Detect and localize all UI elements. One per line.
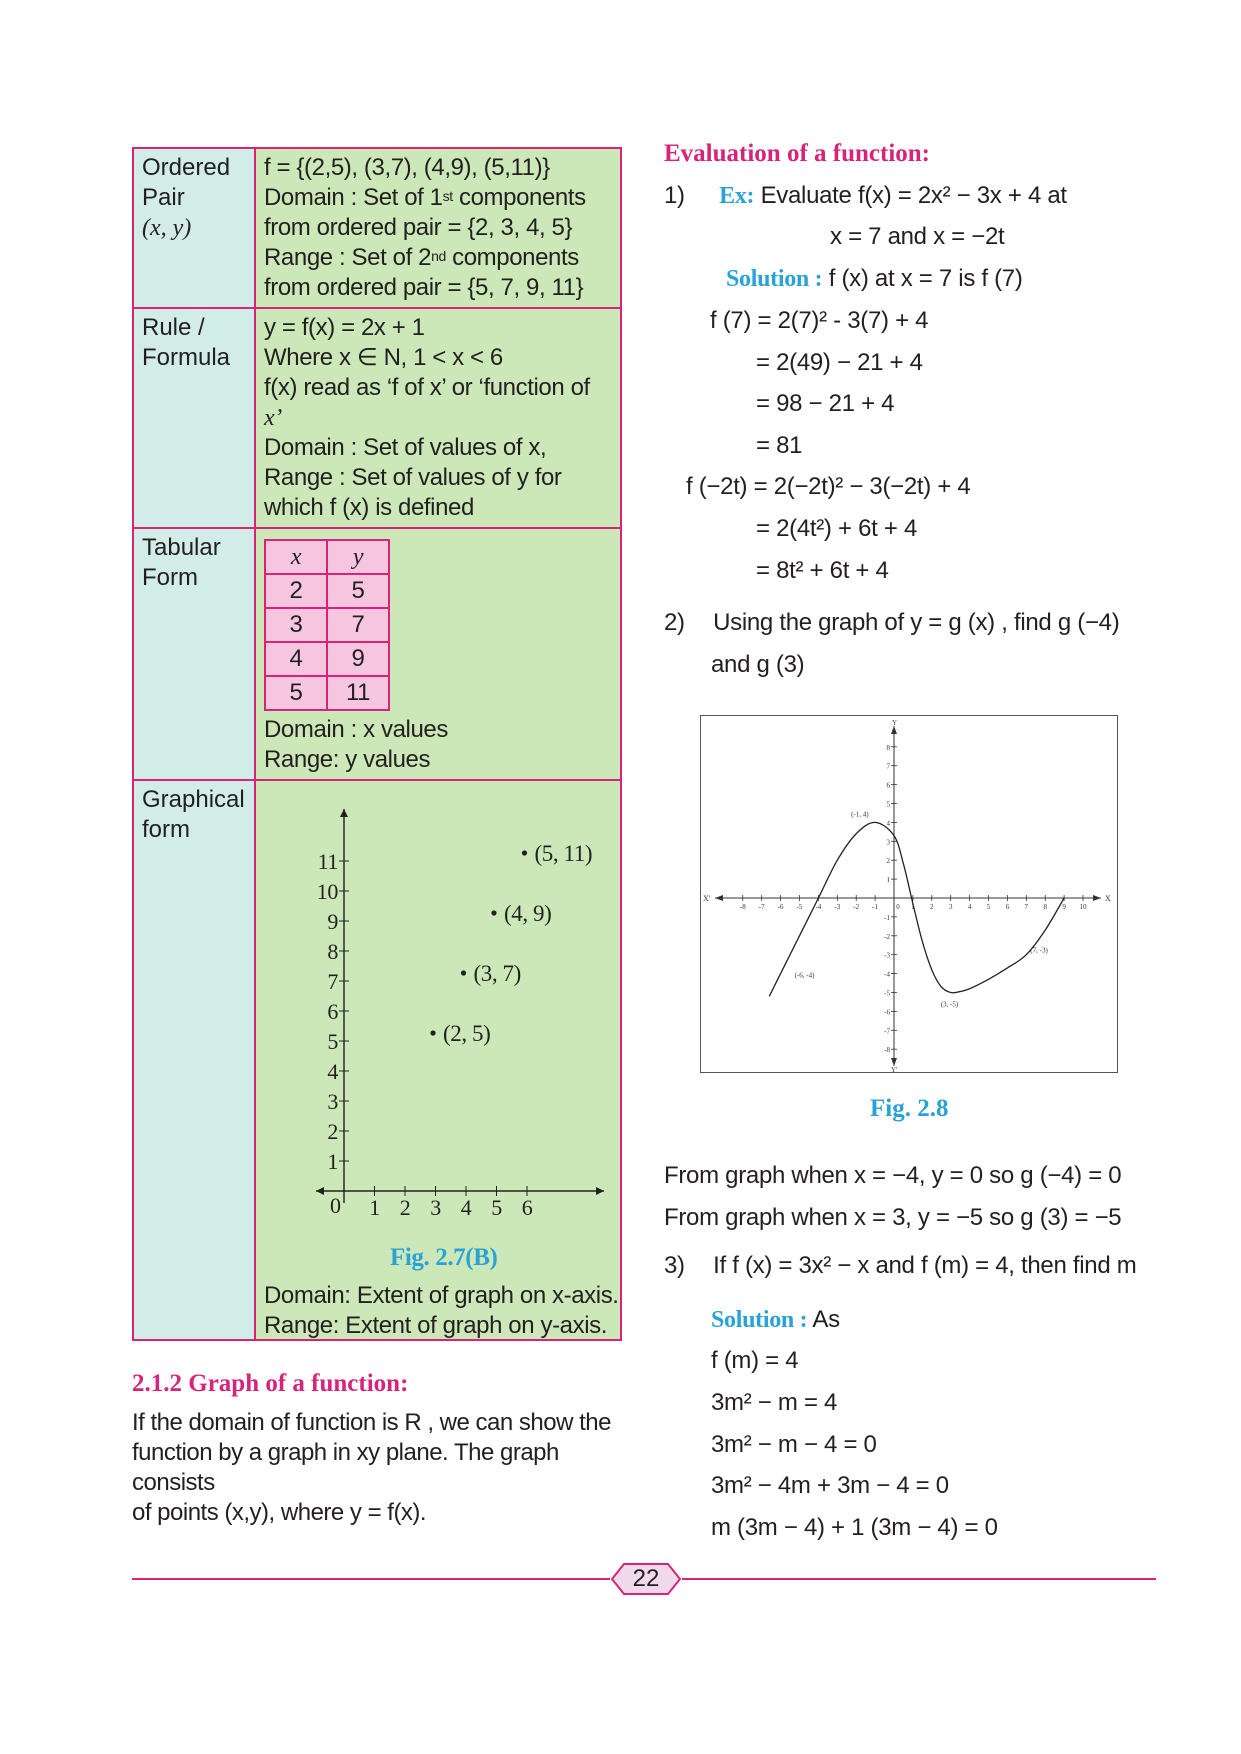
ex3-step: 3m² − m = 4 xyxy=(711,1389,838,1416)
ex3-step: f (m) = 4 xyxy=(711,1347,799,1374)
point-label: (2, 5) xyxy=(443,1021,491,1046)
cell-y: 9 xyxy=(327,642,389,676)
ex1-line2: x = 7 and x = −2t xyxy=(830,223,1005,250)
y-tick-label: -2 xyxy=(884,932,890,941)
header-x: x xyxy=(265,540,327,574)
y-axis-neg-label: Y' xyxy=(891,1066,898,1072)
rule-line: Where x ∈ N, 1 < x < 6 xyxy=(264,344,503,371)
y-tick-label: 1 xyxy=(327,1149,338,1174)
ex3-step: m (3m − 4) + 1 (3m − 4) = 0 xyxy=(711,1514,998,1541)
y-tick-label: 9 xyxy=(327,909,338,934)
x-tick-label: -5 xyxy=(796,903,803,911)
row-rule xyxy=(133,308,621,528)
y-tick-label: 6 xyxy=(327,999,338,1024)
ex2-number: 2) xyxy=(664,609,685,636)
x-axis-arrow-left-icon xyxy=(316,1187,324,1195)
tabular-content xyxy=(255,528,621,780)
ex3-step: 3m² − 4m + 3m − 4 = 0 xyxy=(711,1472,949,1499)
mini-header-row xyxy=(265,540,389,574)
point-annotation: (-6, -4) xyxy=(794,971,815,980)
x-axis-arrow-right-icon xyxy=(1093,895,1101,901)
label-line: Form xyxy=(142,564,198,591)
rule-line: Range : Set of values of y for xyxy=(264,464,562,491)
para-line: function by a graph in xy plane. The graph consists xyxy=(132,1439,559,1496)
x-tick-label: 5 xyxy=(986,903,991,911)
cell-x: 4 xyxy=(265,642,327,676)
ex1-step: = 81 xyxy=(756,432,803,459)
table-row xyxy=(265,642,389,676)
label-xy: (x, y) xyxy=(142,215,192,241)
label-line: Pair xyxy=(142,184,185,211)
tabular-range: Range: y values xyxy=(264,746,431,773)
x-tick-label: 1 xyxy=(369,1195,380,1220)
footer-line-right xyxy=(682,1578,1156,1580)
point-annotation: (3, -5) xyxy=(940,1000,959,1009)
range-text: Range : Set of 2 xyxy=(264,244,432,271)
fig-caption-2-8: Fig. 2.8 xyxy=(870,1095,949,1122)
point-label: (4, 9) xyxy=(504,901,552,926)
cell-x: 5 xyxy=(265,676,327,710)
range-line xyxy=(264,243,612,273)
y-tick-label: 5 xyxy=(327,1029,338,1054)
ordered-pair-set: f = {(2,5), (3,7), (4,9), (5,11)} xyxy=(264,154,550,181)
x-tick-label: 3 xyxy=(430,1195,441,1220)
label-line: Rule / xyxy=(142,314,205,341)
ex1-step: = 98 − 21 + 4 xyxy=(756,390,895,417)
domain-line xyxy=(264,183,612,213)
row-graphical xyxy=(133,780,621,1340)
x-tick-label: 3 xyxy=(948,903,953,911)
x-tick-label: 10 xyxy=(1079,903,1087,911)
y-tick-label: -1 xyxy=(884,913,890,922)
tabular-domain: Domain : x values xyxy=(264,716,448,743)
data-point xyxy=(430,1030,435,1035)
ex1-step: f (7) = 2(7)² - 3(7) + 4 xyxy=(710,307,929,334)
ex1-solution xyxy=(726,264,1023,294)
cell-y: 5 xyxy=(327,574,389,608)
x-tick-label: 8 xyxy=(1043,903,1047,911)
cell-x: 2 xyxy=(265,574,327,608)
data-point xyxy=(461,970,466,975)
x-axis-neg-label: X' xyxy=(703,894,711,903)
y-tick-label: 8 xyxy=(327,939,338,964)
ex-label: Ex: xyxy=(719,183,755,209)
y-tick-label: -8 xyxy=(884,1046,890,1055)
label-tabular xyxy=(133,528,255,780)
page-number: 22 xyxy=(632,1565,660,1592)
point-label: (3, 7) xyxy=(473,961,521,986)
evaluation-heading: Evaluation of a function: xyxy=(664,140,931,167)
cell-y: 7 xyxy=(327,608,389,642)
rule-content xyxy=(255,308,621,528)
table-row xyxy=(265,676,389,710)
data-point xyxy=(491,910,496,915)
y-tick-label: 4 xyxy=(327,1059,338,1084)
x-tick-label: -4 xyxy=(815,903,822,911)
x-tick-label: 9 xyxy=(1062,903,1066,911)
ex2-text2: and g (3) xyxy=(711,651,805,678)
y-tick-label: 3 xyxy=(327,1089,338,1114)
footer-line-left xyxy=(132,1578,610,1580)
function-representation-table xyxy=(132,147,622,1341)
label-line: Formula xyxy=(142,344,231,371)
y-axis-arrow-down-icon xyxy=(891,1058,897,1066)
ex2-result: From graph when x = −4, y = 0 so g (−4) = 0 xyxy=(664,1162,1122,1189)
x-tick-label: 4 xyxy=(460,1195,472,1220)
x-tick-label: -8 xyxy=(739,903,746,911)
y-tick-label: 8 xyxy=(886,743,890,752)
ex1-line xyxy=(664,181,1067,211)
ex3-solution xyxy=(711,1305,840,1335)
components-text: components xyxy=(445,244,579,271)
y-tick-label: 10 xyxy=(316,879,338,904)
graphical-content xyxy=(255,780,621,1340)
ex2-line xyxy=(664,608,1119,638)
ex3-number: 3) xyxy=(664,1252,685,1279)
ex3-line xyxy=(664,1251,1136,1281)
ex1-step: = 2(49) − 21 + 4 xyxy=(756,349,923,376)
x-tick-label: 6 xyxy=(1005,903,1010,911)
ex2-text: Using the graph of y = g (x) , find g (−4) xyxy=(713,609,1120,636)
graph-domain: Domain: Extent of graph on x-axis. xyxy=(264,1282,619,1309)
label-line: form xyxy=(142,816,190,843)
scatter-chart xyxy=(286,801,616,1221)
ex3-step: 3m² − m − 4 = 0 xyxy=(711,1431,877,1458)
table-row xyxy=(265,608,389,642)
row-ordered-pair xyxy=(133,148,621,308)
label-graphical xyxy=(133,780,255,1340)
y-tick-label: 3 xyxy=(886,838,890,847)
label-ordered-pair xyxy=(133,148,255,308)
x-tick-label: 6 xyxy=(521,1195,533,1220)
x-tick-label: 4 xyxy=(967,903,972,911)
label-line: Graphical xyxy=(142,786,245,813)
x-tick-label: 5 xyxy=(491,1195,502,1220)
section-paragraph xyxy=(132,1408,632,1528)
y-tick-label: 6 xyxy=(886,781,890,790)
label-line: Tabular xyxy=(142,534,221,561)
ex1-number: 1) xyxy=(664,182,685,209)
y-tick-label: -7 xyxy=(884,1027,890,1036)
y-axis-label: Y xyxy=(892,719,898,727)
y-tick-label: 2 xyxy=(886,857,890,866)
rule-line: which f (x) is defined xyxy=(264,494,474,521)
table-row xyxy=(265,574,389,608)
sup-st: st xyxy=(442,188,453,204)
y-tick-label: 7 xyxy=(327,969,338,994)
x-axis-label: X xyxy=(1105,894,1111,903)
sup-nd: nd xyxy=(431,248,446,264)
cell-y: 11 xyxy=(327,676,389,710)
solution-text: As xyxy=(807,1306,840,1333)
solution-label: Solution : xyxy=(711,1307,808,1333)
fig-caption-2-7b: Fig. 2.7(B) xyxy=(390,1244,498,1271)
range-set: from ordered pair = {5, 7, 9, 11} xyxy=(264,274,584,301)
y-tick-label: 11 xyxy=(317,849,338,874)
y-tick-label: -5 xyxy=(884,989,890,998)
y-tick-label: 5 xyxy=(886,800,890,809)
y-tick-label: 1 xyxy=(886,876,890,885)
x-tick-label: 2 xyxy=(930,903,934,911)
cell-x: 3 xyxy=(265,608,327,642)
graph-range: Range: Extent of graph on y-axis. xyxy=(264,1312,608,1339)
ex1-step: = 2(4t²) + 6t + 4 xyxy=(756,515,917,542)
row-tabular xyxy=(133,528,621,780)
header-y: y xyxy=(327,540,389,574)
para-line: of points (x,y), where y = f(x). xyxy=(132,1499,427,1526)
y-tick-label: 2 xyxy=(327,1119,338,1144)
curve-chart xyxy=(701,716,1117,1072)
ex3-text: If f (x) = 3x² − x and f (m) = 4, then find m xyxy=(713,1252,1137,1279)
label-line: Ordered xyxy=(142,154,231,181)
rule-line: y = f(x) = 2x + 1 xyxy=(264,314,425,341)
x-tick-label: -1 xyxy=(872,903,879,911)
graph-figure-box xyxy=(700,715,1118,1073)
rule-line: x’ xyxy=(264,405,282,431)
x-axis-arrow-right-icon xyxy=(596,1187,604,1195)
ex1-step: f (−2t) = 2(−2t)² − 3(−2t) + 4 xyxy=(686,473,971,500)
origin-label: 0 xyxy=(330,1193,341,1218)
point-annotation: (7, -3) xyxy=(1030,946,1048,955)
ex1-step: = 8t² + 6t + 4 xyxy=(756,557,889,584)
y-tick-label: 4 xyxy=(886,819,890,828)
x-tick-label: -7 xyxy=(758,903,765,911)
x-tick-label: -6 xyxy=(777,903,784,911)
solution-label: Solution : xyxy=(726,266,823,292)
y-tick-label: 7 xyxy=(886,762,890,771)
ex1-text: Evaluate f(x) = 2x² − 3x + 4 at xyxy=(754,182,1067,209)
data-point xyxy=(522,850,527,855)
x-tick-label: -3 xyxy=(834,903,841,911)
x-axis-arrow-left-icon xyxy=(715,895,723,901)
section-heading: 2.1.2 Graph of a function: xyxy=(132,1370,409,1397)
y-axis-arrow-up-icon xyxy=(891,726,897,734)
x-tick-label: -2 xyxy=(853,903,860,911)
ordered-pair-content xyxy=(255,148,621,308)
y-tick-label: -6 xyxy=(884,1008,890,1017)
para-line: If the domain of function is R , we can show the xyxy=(132,1409,611,1436)
x-tick-label: 2 xyxy=(399,1195,411,1220)
rule-line: f(x) read as ‘f of x’ or ‘function of xyxy=(264,374,590,401)
x-tick-label: 7 xyxy=(1024,903,1029,911)
components-text: components xyxy=(452,184,586,211)
domain-text: Domain : Set of 1 xyxy=(264,184,443,211)
xy-values-table xyxy=(264,539,390,711)
solution-text: f (x) at x = 7 is f (7) xyxy=(822,265,1023,292)
y-tick-label: -3 xyxy=(884,951,890,960)
label-rule xyxy=(133,308,255,528)
x-tick-label: 0 xyxy=(896,903,900,911)
y-tick-label: -4 xyxy=(884,970,890,979)
point-annotation: (-1, 4) xyxy=(851,810,869,819)
function-curve xyxy=(769,822,1064,996)
rule-line: Domain : Set of values of x, xyxy=(264,434,547,461)
point-label: (5, 11) xyxy=(534,841,593,866)
x-tick-label: 1 xyxy=(911,903,915,911)
ex2-result: From graph when x = 3, y = −5 so g (3) = −5 xyxy=(664,1204,1122,1231)
domain-set: from ordered pair = {2, 3, 4, 5} xyxy=(264,214,573,241)
y-axis-arrow-up-icon xyxy=(340,809,348,817)
